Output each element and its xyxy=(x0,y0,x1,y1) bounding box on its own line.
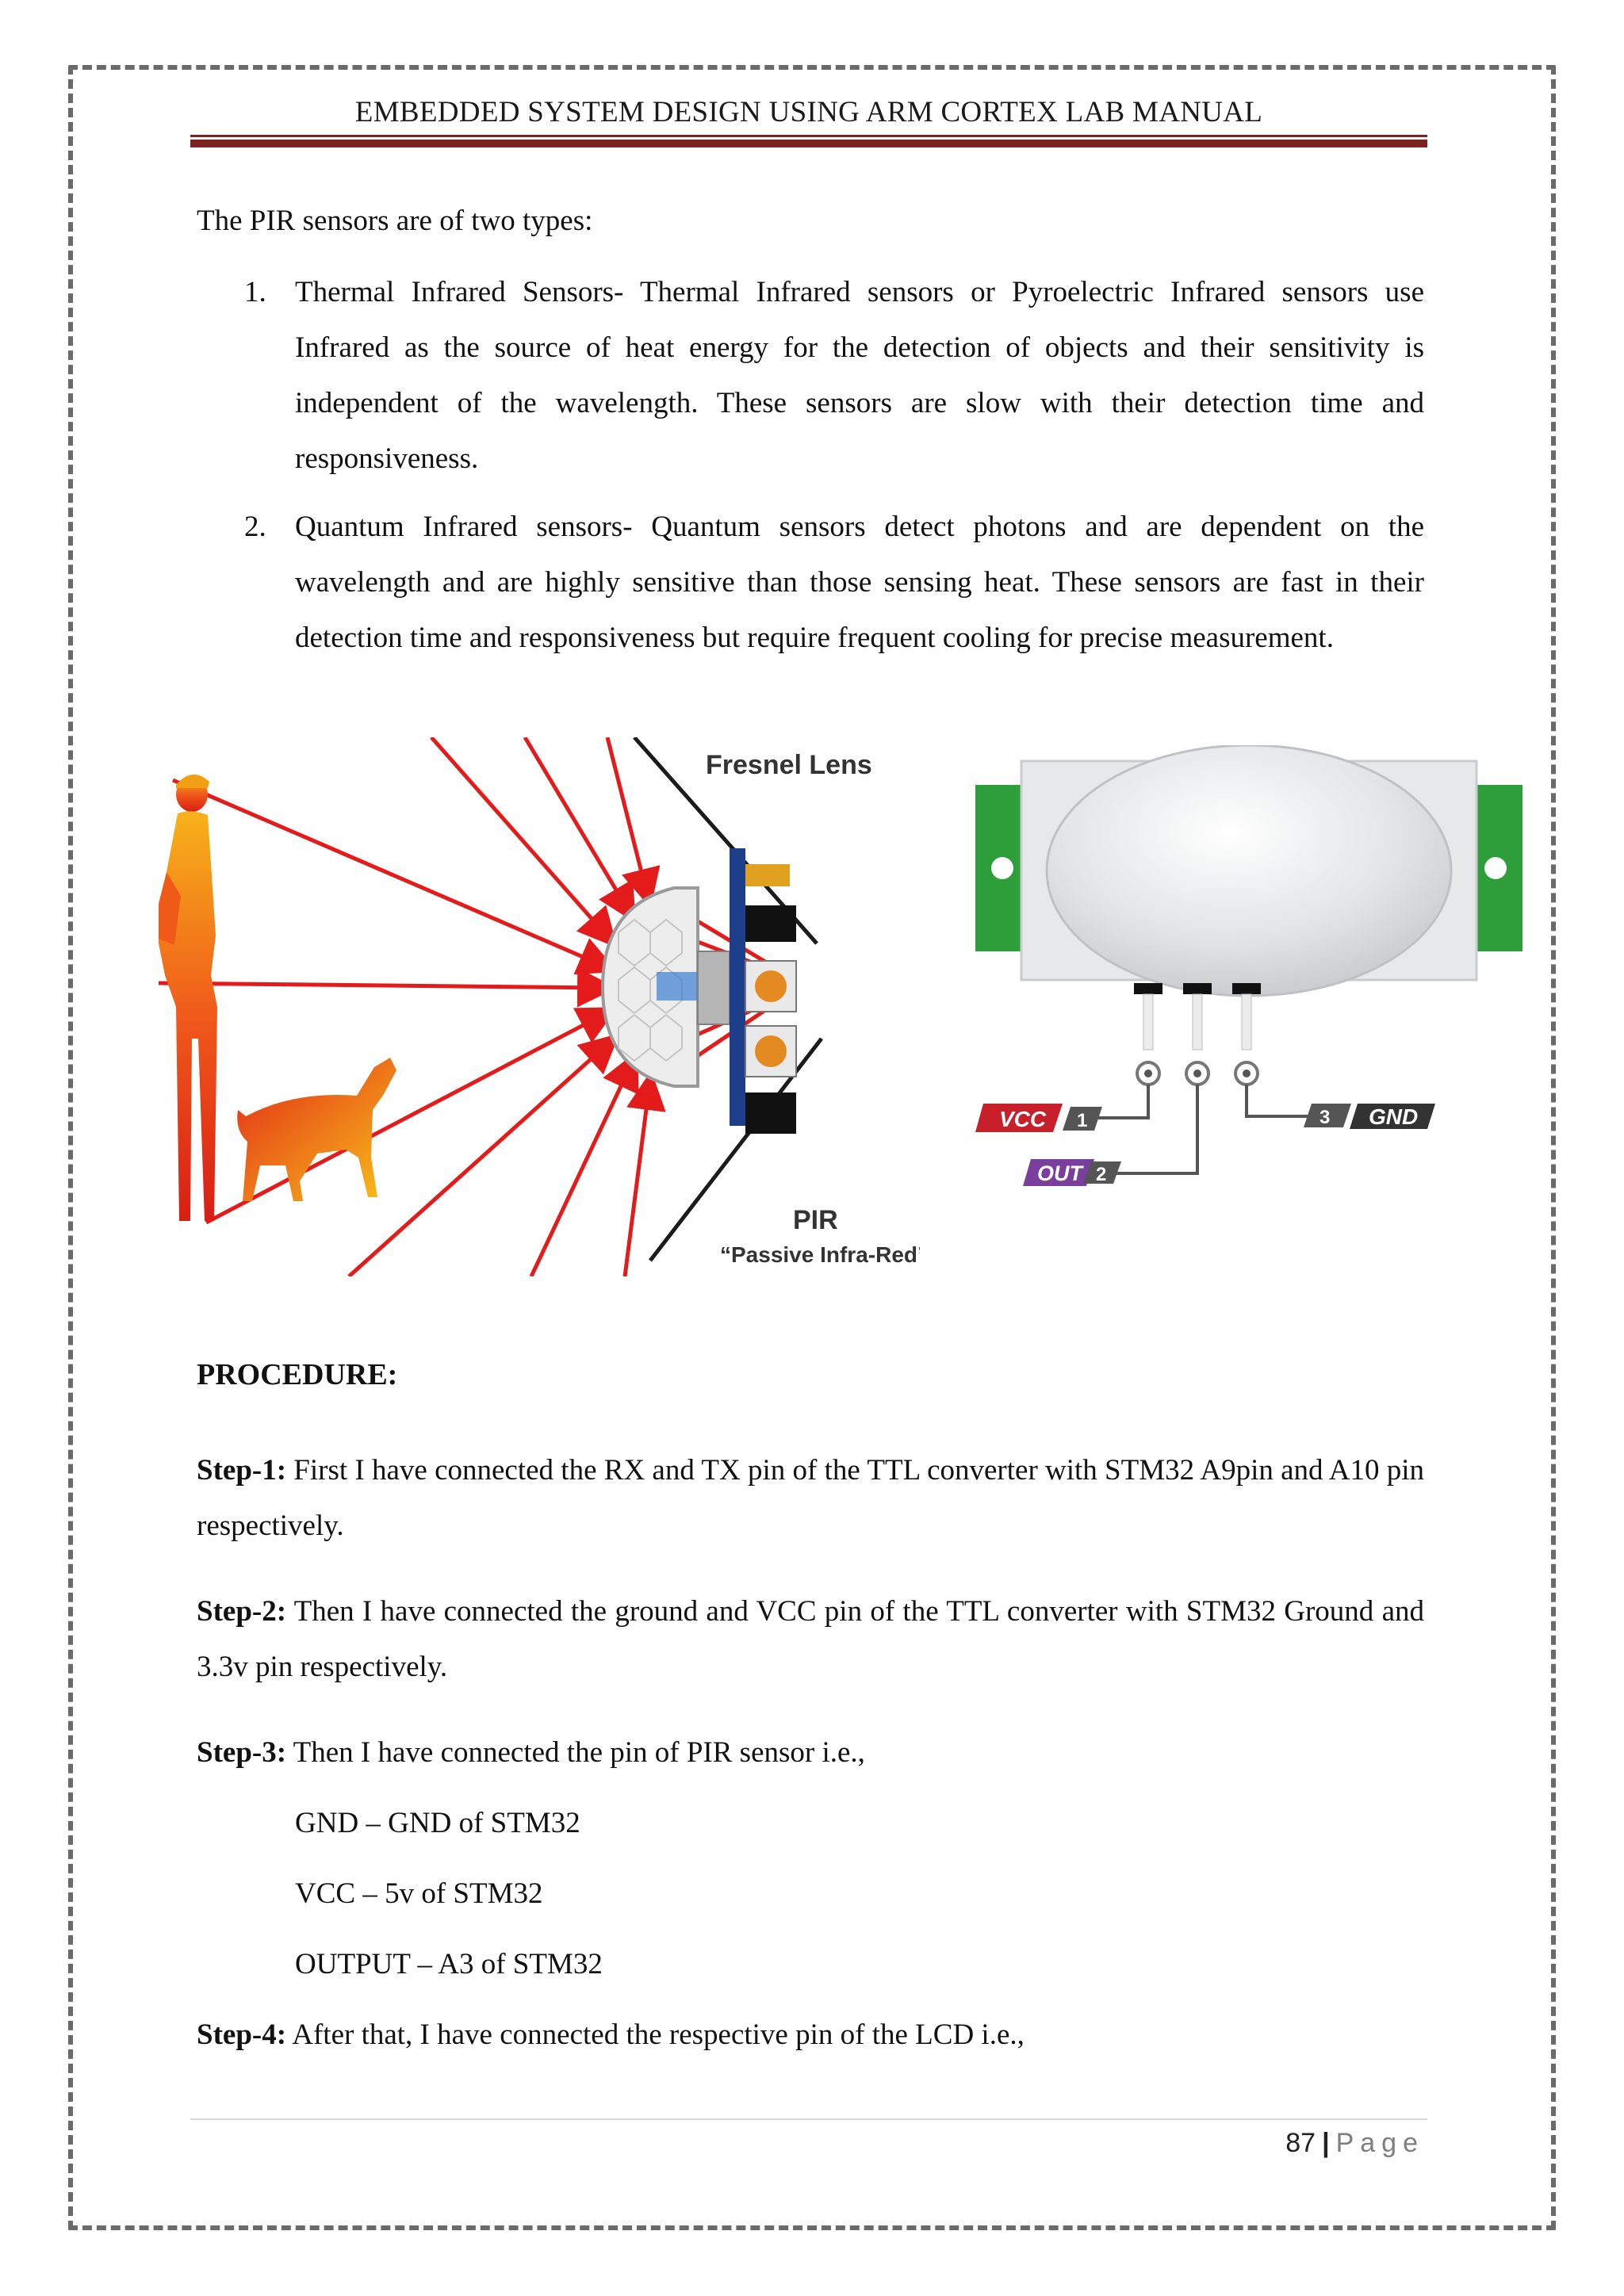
list-number: 1. xyxy=(244,276,266,308)
vcc-pin-label xyxy=(975,1104,1102,1132)
fresnel-lens-label: Fresnel Lens xyxy=(706,750,872,780)
step-text: Then I have connected the ground and VCC pin of the TTL converter with STM32 Ground and 3.3v pin respectively. xyxy=(197,1595,1424,1683)
procedure-step xyxy=(197,1443,1424,1554)
footer-separator: | xyxy=(1322,2128,1330,2158)
gnd-pin-number: 3 xyxy=(1320,1107,1331,1128)
out-label: OUT xyxy=(1037,1161,1082,1185)
list-item xyxy=(197,499,1424,666)
step-label: Step-3: xyxy=(197,1736,287,1769)
person-silhouette xyxy=(159,775,217,1221)
gnd-pin-label xyxy=(1304,1104,1435,1129)
step-label: Step-2: xyxy=(197,1595,287,1628)
pir-types-list xyxy=(197,265,1424,679)
pir-sublabel: “Passive Infra-Red” xyxy=(720,1242,920,1267)
out-pin-number: 2 xyxy=(1096,1164,1107,1185)
fresnel-lens xyxy=(603,888,699,1086)
dog-silhouette xyxy=(237,1058,396,1201)
pir-pinout-figure xyxy=(975,745,1530,1261)
step-label: Step-1: xyxy=(197,1454,287,1487)
header-rule-thick xyxy=(190,140,1427,147)
footer-rule xyxy=(190,2118,1427,2120)
procedure-step xyxy=(197,1725,1424,1781)
page-word: Page xyxy=(1335,2128,1424,2158)
list-item-text: Quantum Infrared sensors- Quantum sensors detect photons and are dependent on the wavelength and are highly sensitive than those sensing heat. These sensors are fast in their detection time and responsiveness but require frequent cooling for precise measurement. xyxy=(295,511,1424,654)
intro-text: The PIR sensors are of two types: xyxy=(197,205,593,237)
list-item xyxy=(197,265,1424,487)
procedure-step xyxy=(197,1584,1424,1695)
pin-leader-lines xyxy=(1094,1085,1312,1173)
pin-connection: VCC – 5v of STM32 xyxy=(295,1877,543,1910)
vcc-pin-number: 1 xyxy=(1077,1110,1088,1131)
step-label: Step-4: xyxy=(197,2019,287,2051)
page-number: 87 xyxy=(1285,2128,1316,2158)
pir-label: PIR xyxy=(793,1205,838,1235)
gnd-label: GND xyxy=(1369,1104,1419,1129)
vcc-label: VCC xyxy=(999,1107,1047,1131)
page-footer xyxy=(1285,2128,1424,2159)
pir-pinout-diagram xyxy=(975,745,1530,1261)
pin-connection: OUTPUT – A3 of STM32 xyxy=(295,1948,603,1980)
procedure-heading: PROCEDURE: xyxy=(197,1358,398,1391)
pir-board xyxy=(975,745,1522,996)
step-text: After that, I have connected the respective pin of the LCD i.e., xyxy=(286,2019,1025,2051)
list-item-text: Thermal Infrared Sensors- Thermal Infrared sensors or Pyroelectric Infrared sensors use Infrared as the source of heat energy for the detection of objects and their sensitivity is independent of the wavelength. These sensors are slow with their detection time and responsiveness. xyxy=(295,276,1424,475)
pir-pins xyxy=(1134,983,1261,1085)
header-rule xyxy=(190,135,1427,137)
list-number: 2. xyxy=(244,511,266,543)
procedure-step xyxy=(197,2007,1424,2063)
pir-detection-illustration xyxy=(159,737,920,1276)
out-pin-label xyxy=(1023,1159,1121,1186)
pin-connection: GND – GND of STM32 xyxy=(295,1807,580,1839)
pir-detection-figure xyxy=(159,737,920,1276)
document-header: EMBEDDED SYSTEM DESIGN USING ARM CORTEX LAB MANUAL xyxy=(354,96,1263,128)
step-text: Then I have connected the pin of PIR sensor i.e., xyxy=(286,1736,865,1769)
step-text: First I have connected the RX and TX pin of the TTL converter with STM32 A9pin and A10 pin respectively. xyxy=(197,1454,1424,1542)
